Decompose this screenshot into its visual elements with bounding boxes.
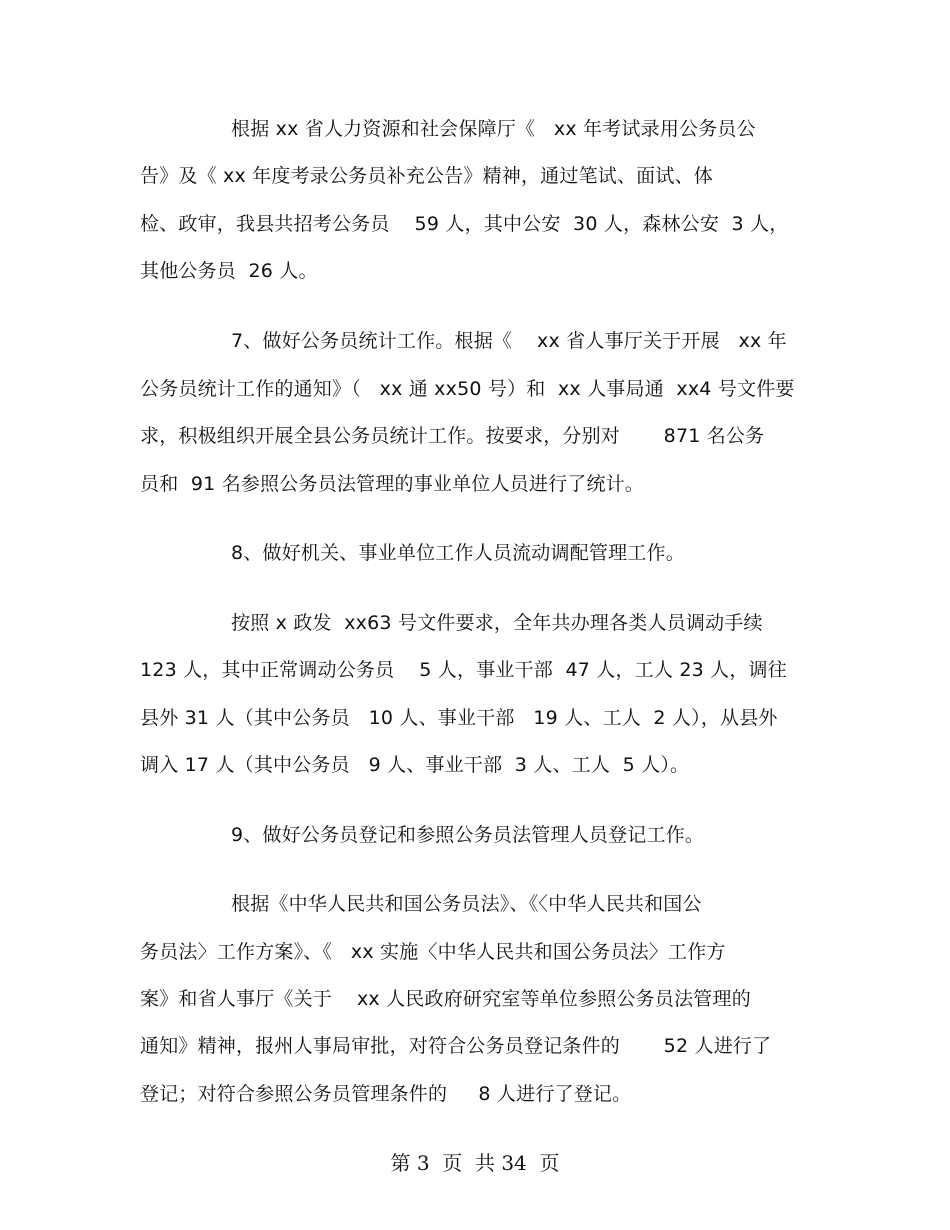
paragraph-1-line-4: 其他公务员 26 人。: [140, 260, 318, 282]
paragraph-1-line-2: 告》及《 xx 年度考录公务员补充公告》精神，通过笔试、面试、体: [140, 165, 713, 187]
paragraph-6-line-1: 根据《中华人民共和国公务员法》、《〈中华人民共和国公: [231, 893, 702, 915]
paragraph-4-line-3: 县外 31 人（其中公务员 10 人、事业干部 19 人、工人 2 人），从县外: [140, 707, 778, 729]
paragraph-6-line-3: 案》和省人事厅《关于 xx 人民政府研究室等单位参照公务员法管理的: [140, 988, 751, 1010]
paragraph-1-line-3: 检、政审，我县共招考公务员 59 人，其中公安 30 人，森林公安 3 人，: [140, 213, 789, 235]
page-number-footer: 第 3 页 共 34 页: [390, 1151, 560, 1175]
paragraph-2-line-3: 求，积极组织开展全县公务员统计工作。按要求，分别对 871 名公务: [140, 425, 765, 447]
paragraph-2-line-2: 公务员统计工作的通知》（ xx 通 xx50 号）和 xx 人事局通 xx4 号文件要: [140, 378, 795, 400]
paragraph-2-line-4: 员和 91 名参照公务员法管理的事业单位人员进行了统计。: [140, 473, 645, 495]
paragraph-4-line-2: 123 人，其中正常调动公务员 5 人，事业干部 47 人，工人 23 人，调往: [140, 659, 787, 681]
paragraph-2-line-1: 7、做好公务员统计工作。根据《 xx 省人事厅关于开展 xx 年: [231, 330, 787, 352]
paragraph-5-heading: 9、做好公务员登记和参照公务员法管理人员登记工作。: [231, 824, 705, 846]
paragraph-6-line-5: 登记；对符合参照公务员管理条件的 8 人进行了登记。: [140, 1083, 632, 1105]
paragraph-6-line-2: 务员法〉工作方案》、《 xx 实施〈中华人民共和国公务员法〉工作方: [140, 941, 726, 963]
paragraph-4-line-4: 调入 17 人（其中公务员 9 人、事业干部 3 人、工人 5 人）。: [140, 754, 690, 776]
paragraph-3-heading: 8、做好机关、事业单位工作人员流动调配管理工作。: [231, 542, 685, 564]
paragraph-6-line-4: 通知》精神，报州人事局审批，对符合公务员登记条件的 52 人进行了: [140, 1035, 772, 1057]
paragraph-1-line-1: 根据 xx 省人力资源和社会保障厅《 xx 年考试录用公务员公: [231, 118, 756, 140]
paragraph-4-line-1: 按照 x 政发 xx63 号文件要求，全年共办理各类人员调动手续: [231, 612, 763, 634]
